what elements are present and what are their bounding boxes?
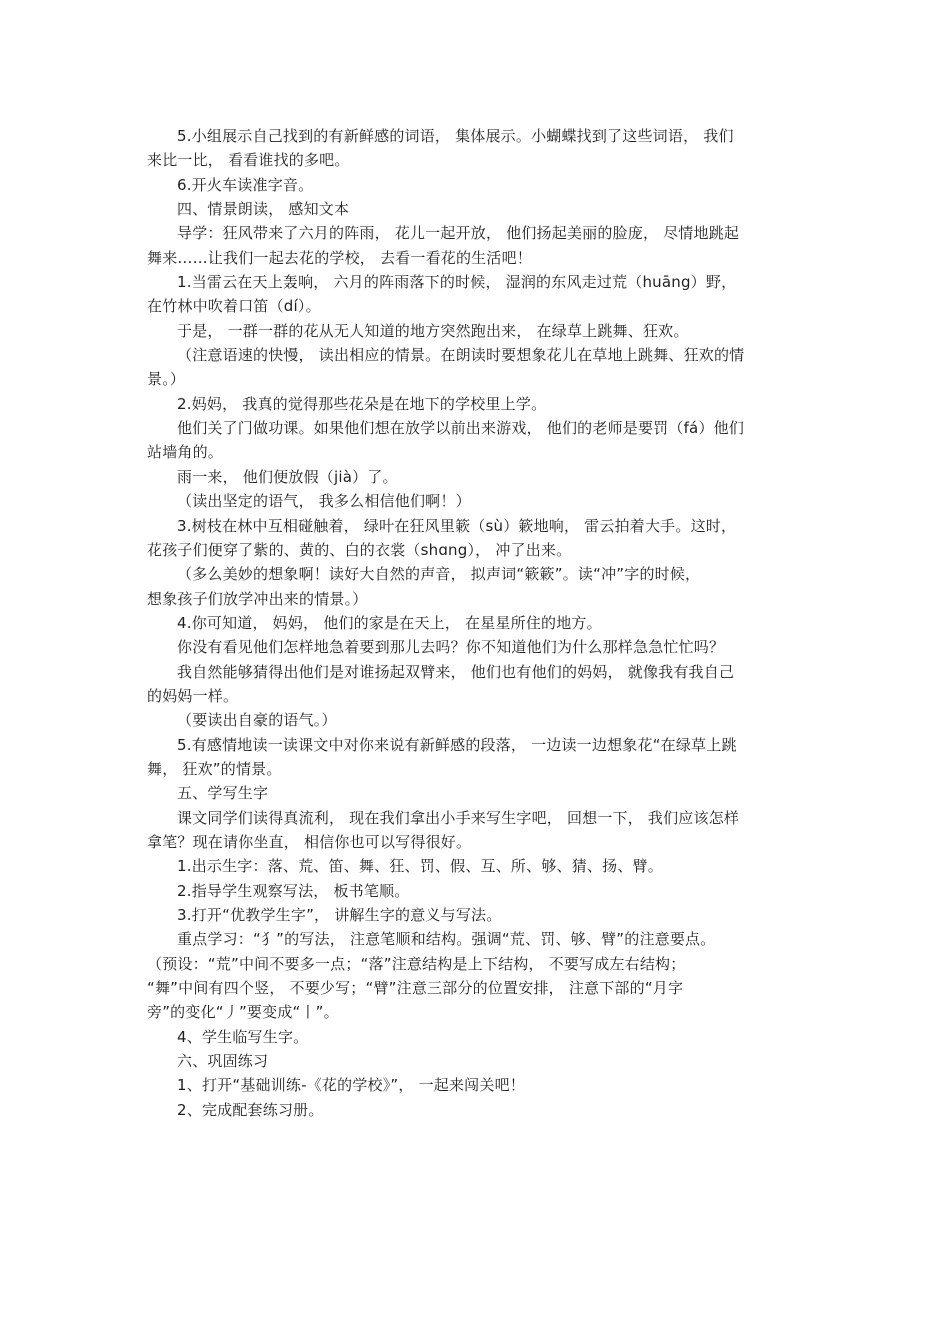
text-line: 于是， 一群一群的花从无人知道的地方突然跑出来， 在绿草上跳舞、狂欢。 <box>177 321 689 340</box>
text-line: 你没有看见他们怎样地急着要到那儿去吗？你不知道他们为什么那样急急忙忙吗？ <box>177 638 725 657</box>
lesson-plan-text <box>147 124 807 1122</box>
text-line: 5.有感情地读一读课文中对你来说有新鲜感的段落， 一边读一边想象花“在绿草上跳 <box>177 735 737 754</box>
text-line: 1、打开“基础训练-《花的学校》”， 一起来闯关吧！ <box>177 1076 525 1095</box>
text-line: 3.打开“优教学生字”， 讲解生字的意义与写法。 <box>177 906 502 924</box>
text-line: 在竹林中吹着口笛（dí）。 <box>147 297 321 316</box>
text-line: 站墙角的。 <box>147 443 224 462</box>
text-line: “舞”中间有四个竖， 不要少写；“臂”注意三部分的位置安排， 注意下部的“月字 <box>147 979 684 998</box>
text-line: 2.指导学生观察写法， 板书笔顺。 <box>177 881 410 900</box>
text-line: （多么美妙的想象啊！读好大自然的声音， 拟声词“簌簌”。读“冲”字的时候， <box>177 565 701 584</box>
text-line: （读出坚定的语气， 我多么相信他们啊！） <box>177 492 471 511</box>
text-line: 2、完成配套练习册。 <box>177 1100 324 1119</box>
text-line: 旁”的变化“丿”要变成“丨”。 <box>147 1003 339 1022</box>
text-line: 导学：狂风带来了六月的阵雨， 花儿一起开放， 他们扬起美丽的脸庞， 尽情地跳起 <box>177 224 740 243</box>
text-line: 3.树枝在林中互相碰触着， 绿叶在狂风里簌（sù）簌地响， 雷云拍着大手。这时， <box>177 516 737 535</box>
text-line: 1.出示生字：落、荒、笛、舞、狂、罚、假、互、所、够、猜、扬、臂。 <box>177 857 663 876</box>
text-line: 景。） <box>147 370 186 389</box>
text-line: 六、巩固练习 <box>177 1052 269 1071</box>
text-line: 舞来……让我们一起去花的学校， 去看一看花的生活吧！ <box>147 248 532 267</box>
text-line: 2.妈妈， 我真的觉得那些花朵是在地下的学校里上学。 <box>177 394 547 413</box>
text-line: 我自然能够猜得出他们是对谁扬起双臂来， 他们也有他们的妈妈， 就像我有我自己 <box>177 662 735 681</box>
text-line: 重点学习：“犭”的写法， 注意笔顺和结构。强调“荒、罚、够、臂”的注意要点。 <box>177 930 716 949</box>
text-line: 1.当雷云在天上轰响， 六月的阵雨落下的时候， 湿润的东风走过荒（huāng）野， <box>177 273 737 292</box>
text-line: 的妈妈一样。 <box>147 686 239 705</box>
text-line: （预设：“荒”中间不要多一点；“落”注意结构是上下结构， 不要写成左右结构； <box>147 954 686 973</box>
text-line: 拿笔？现在请你坐直， 相信你也可以写得很好。 <box>147 832 472 851</box>
text-line: 4.你可知道， 妈妈， 他们的家是在天上， 在星星所住的地方。 <box>177 613 602 632</box>
text-line: 6.开火车读准字音。 <box>177 175 314 194</box>
text-line: 4、学生临写生字。 <box>177 1027 309 1046</box>
text-line: 课文同学们读得真流利， 现在我们拿出小手来写生字吧， 回想一下， 我们应该怎样 <box>177 808 740 827</box>
text-line: 舞， 狂欢”的情景。 <box>147 759 282 778</box>
text-line: 五、学写生字 <box>177 784 269 803</box>
text-line: 花孩子们便穿了紫的、黄的、白的衣裳（shɑng）， 冲了出来。 <box>147 540 572 559</box>
text-line: 来比一比， 看看谁找的多吧。 <box>147 151 350 170</box>
text-line: 他们关了门做功课。如果他们想在放学以前出来游戏， 他们的老师是要罚（fá）他们 <box>177 419 745 438</box>
text-line: （要读出自豪的语气。） <box>177 711 337 730</box>
text-line: 雨一来， 他们便放假（jià）了。 <box>177 467 398 486</box>
text-line: 想象孩子们放学冲出来的情景。） <box>147 589 368 608</box>
text-line: （注意语速的快慢， 读出相应的情景。在朗读时要想象花儿在草地上跳舞、狂欢的情 <box>177 346 745 365</box>
text-line: 5.小组展示自己找到的有新鲜感的词语， 集体展示。小蝴蝶找到了这些词语， 我们 <box>177 127 734 145</box>
text-line: 四、情景朗读， 感知文本 <box>177 200 350 219</box>
